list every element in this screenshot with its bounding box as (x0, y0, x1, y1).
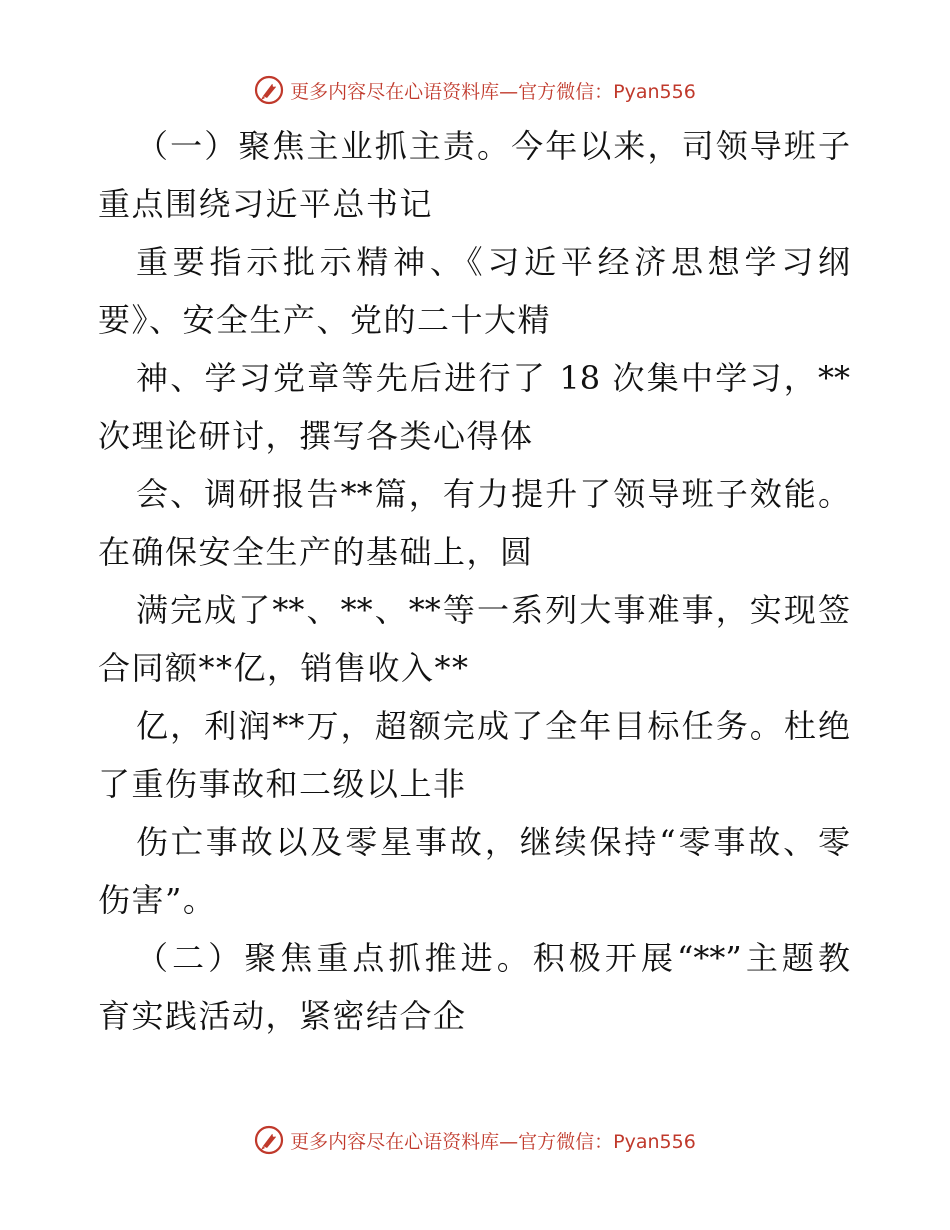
text-line: 满完成了**、**、**等一系列大事难事，实现签 (136, 591, 850, 629)
text-line: 重要指示批示精神、《习近平经济思想学习纲 (136, 243, 850, 281)
watermark-footer (0, 1120, 950, 1160)
text-line: 育实践活动，紧密结合企 (98, 997, 467, 1035)
text-line: （一）聚焦主业抓主责。今年以来，司领导班子 (136, 127, 850, 165)
text-line: （二）聚焦重点抓推进。积极开展“**”主题教 (136, 939, 850, 977)
watermark-header (0, 70, 950, 110)
text-line: 在确保安全生产的基础上，圆 (98, 533, 534, 571)
text-line: 会、调研报告**篇，有力提升了领导班子效能。 (136, 475, 850, 513)
text-line: 合同额**亿，销售收入** (98, 649, 470, 687)
pen-nib-logo-icon (254, 75, 284, 105)
watermark-text: 更多内容尽在心语资料库—官方微信：Pyan556 (290, 1130, 696, 1153)
text-line: 伤亡事故以及零星事故，继续保持“零事故、零 (136, 823, 850, 861)
text-line: 了重伤事故和二级以上非 (98, 765, 467, 803)
text-line: 重点围绕习近平总书记 (98, 185, 434, 223)
watermark-text: 更多内容尽在心语资料库—官方微信：Pyan556 (290, 80, 696, 103)
text-line: 伤害”。 (98, 881, 217, 919)
text-line: 次理论研讨，撰写各类心得体 (98, 417, 534, 455)
text-line: 亿，利润**万，超额完成了全年目标任务。杜绝 (136, 707, 850, 745)
pen-nib-logo-icon (254, 1125, 284, 1155)
text-line: 要》、安全生产、党的二十大精 (98, 301, 552, 339)
text-line: 神、学习党章等先后进行了 18 次集中学习，** (136, 359, 850, 397)
